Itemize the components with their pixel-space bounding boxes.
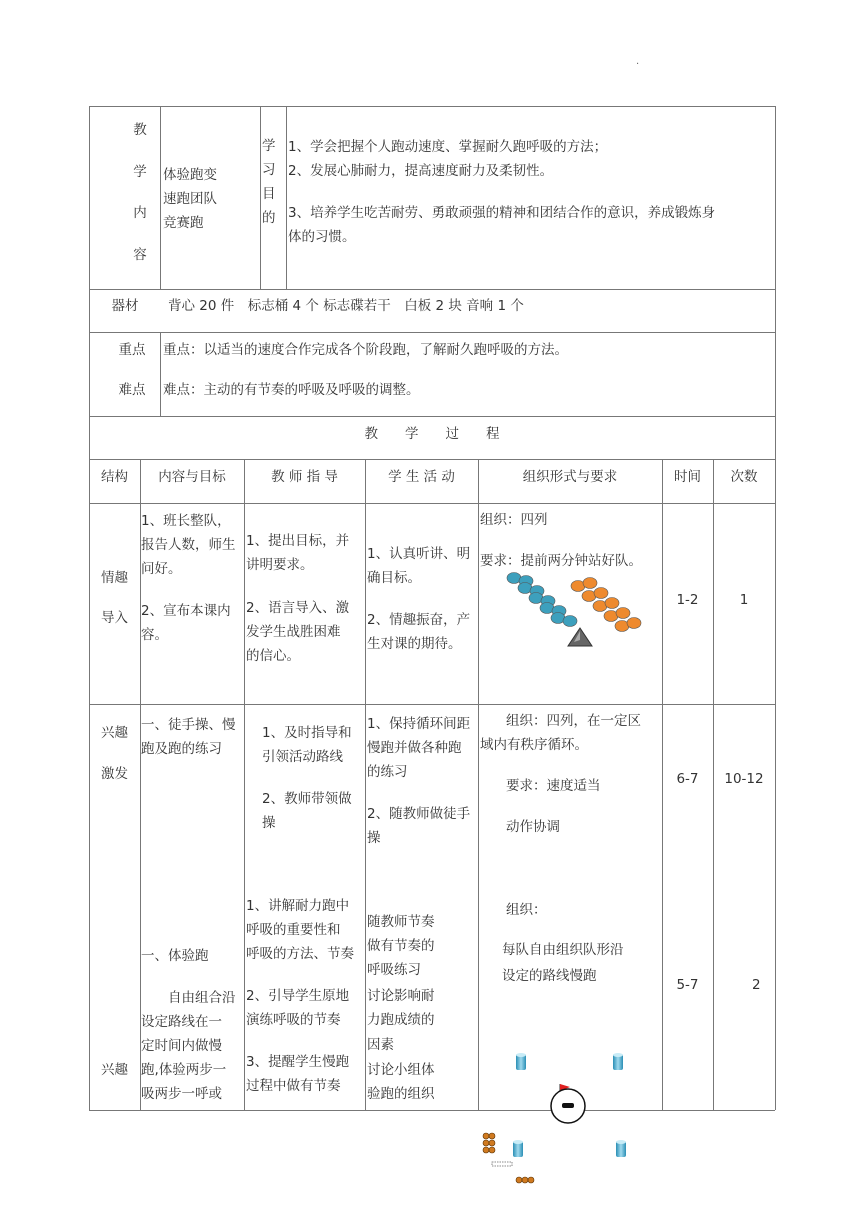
- header-teacher: 教 师 指 导: [271, 469, 338, 485]
- goal-item: 1、学会把握个人跑动速度、掌握耐久跑呼吸的方法；: [288, 139, 608, 155]
- count-value: 1: [739, 592, 749, 608]
- blue-players: [507, 573, 577, 627]
- goal-item: 体的习惯。: [288, 229, 356, 245]
- formation-diagram: [500, 568, 650, 654]
- player-disc: [627, 618, 641, 629]
- header-content: 内容与目标: [158, 469, 226, 485]
- key-point-text: 重点：以适当的速度合作完成各个阶段跑，了解耐久跑呼吸的方法。: [163, 342, 568, 358]
- difficulty-label: 难点: [118, 382, 146, 398]
- player-disc: [563, 616, 577, 627]
- header-structure: 结构: [101, 469, 128, 485]
- player-disc: [594, 588, 608, 599]
- header-organization: 组织形式与要求: [522, 469, 618, 485]
- marker-bucket-icon: [613, 1053, 623, 1070]
- header-student: 学 生 活 动: [388, 469, 455, 485]
- key-label: 重点: [118, 342, 146, 358]
- equipment-label: 器材: [111, 298, 139, 314]
- time-value: 1-2: [676, 592, 699, 608]
- label-char: 学: [133, 164, 147, 180]
- header-time: 时间: [674, 469, 701, 485]
- label-char: 容: [133, 247, 147, 263]
- process-title: 教 学 过 程: [364, 426, 500, 442]
- player-disc: [605, 598, 619, 609]
- label-char: 内: [133, 205, 147, 221]
- corner-mark: .: [636, 56, 640, 67]
- route-diagram: [480, 1048, 640, 1188]
- center-circle-icon: [551, 1089, 585, 1123]
- student-group-icon: [516, 1177, 534, 1183]
- goal-item: 2、发展心肺耐力，提高速度耐力及柔韧性。: [288, 163, 554, 179]
- time-value: 5-7: [676, 977, 699, 993]
- equipment-text: 背心 20 件 标志桶 4 个 标志碟若干 白板 2 块 音响 1 个: [168, 298, 524, 314]
- count-value: 10-12: [724, 771, 764, 787]
- time-value: 6-7: [676, 771, 699, 787]
- header-count: 次数: [730, 469, 758, 485]
- label-char: 教: [133, 122, 147, 138]
- orange-players: [571, 578, 641, 632]
- student-group-icon: [483, 1133, 495, 1153]
- marker-bucket-icon: [616, 1140, 626, 1157]
- count-value: 2: [752, 977, 761, 993]
- difficulty-text: 难点：主动的有节奏的呼吸及呼吸的调整。: [163, 382, 420, 398]
- player-disc: [583, 578, 597, 589]
- marker-bucket-icon: [513, 1140, 523, 1157]
- player-disc: [616, 608, 630, 619]
- goal-item: 3、培养学生吃苦耐劳、勇敢顽强的精神和团结合作的意识，养成锻炼身: [288, 205, 716, 221]
- marker-bucket-icon: [516, 1053, 526, 1070]
- disc-row-icon: [492, 1162, 512, 1166]
